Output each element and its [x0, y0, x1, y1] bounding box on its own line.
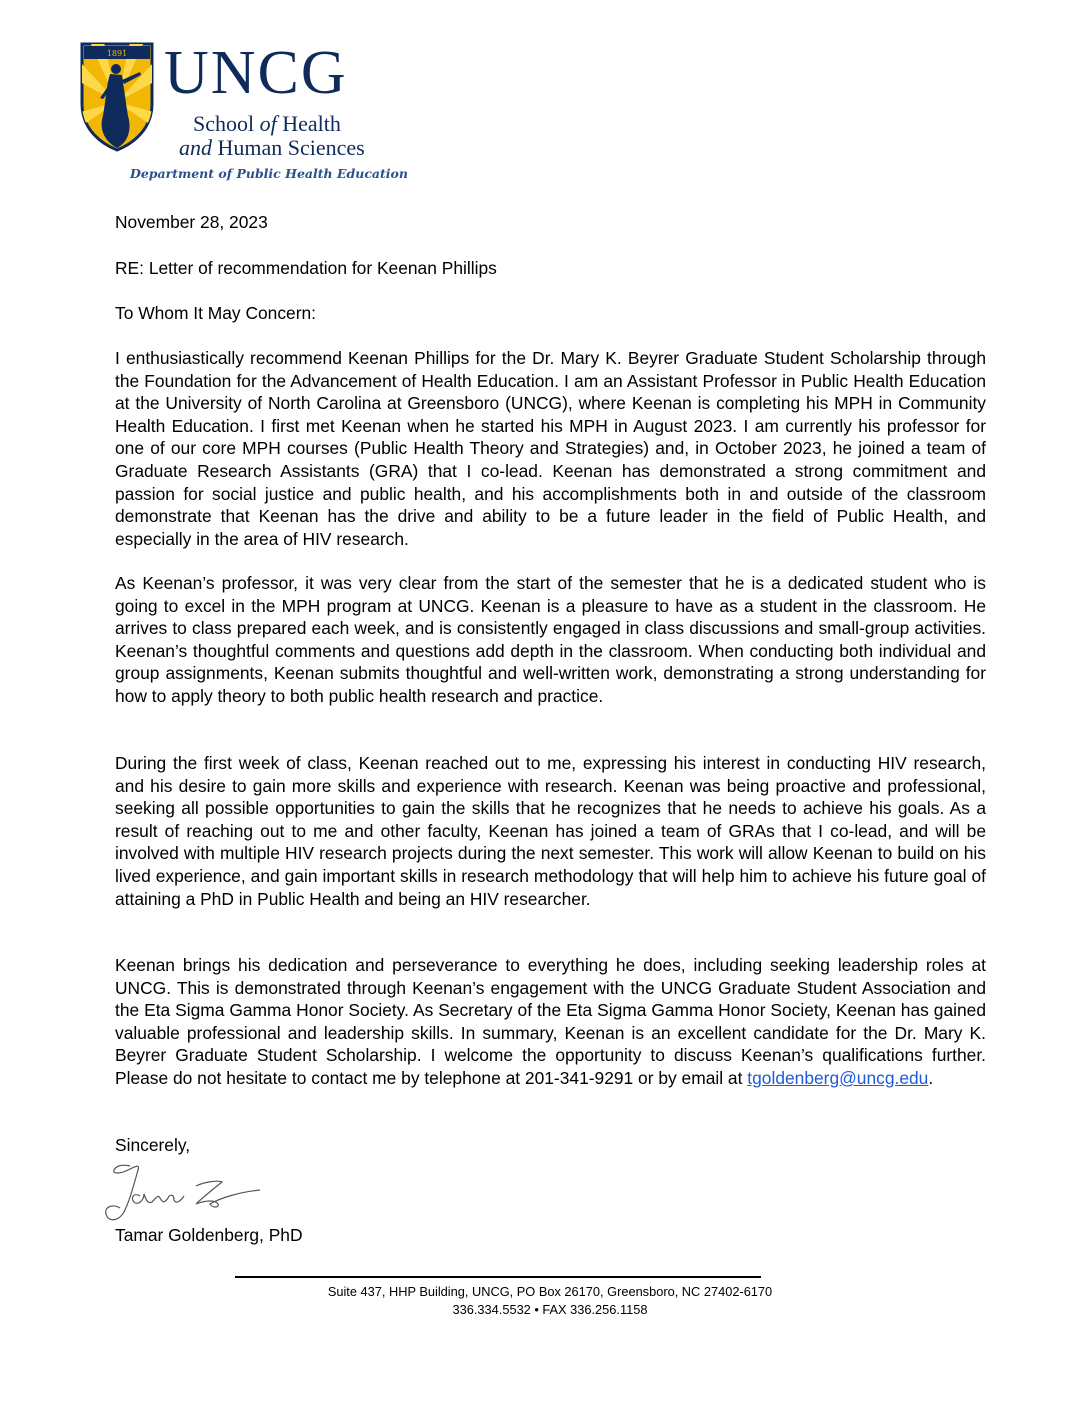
footer-fax: FAX 336.256.1158 [542, 1302, 648, 1317]
paragraph-4: Keenan brings his dedication and perseverance to everything he does, including seeking leadership roles at UNCG. This is demonstrated through Keenan’s engagement with the UNCG Graduate Student Association and the Eta Sigma Gamma Honor Society. As Secretary of the Eta Sigma Gamma Honor Society, Keenan has gained valuable professional and leadership skills. In summary, Keenan is an excellent candidate for the Dr. Mary K. Beyrer Graduate Student Scholarship. I welcome the opportunity to discuss Keenan’s qualifications further. Please do not hesitate to contact me by telephone at 201-341-9291 or by email at tgoldenberg@uncg.edu. [115, 955, 986, 1088]
paragraph-2: As Keenan’s professor, it was very clear from the start of the semester that he is a dedicated student who is going to excel in the MPH program at UNCG. Keenan is a pleasure to have as a student in the classroom. He arrives to class prepared each week, and is consistently engaged in class discussions and small-group activities. Keenan’s thoughtful comments and questions add depth in the classroom. When conducting both individual and group assignments, Keenan submits thoughtful and well-written work, demonstrating a strong understanding for how to apply theory to both public health research and practice. [115, 573, 986, 706]
subject-line: RE: Letter of recommendation for Keenan Phillips [115, 258, 497, 278]
footer-address: Suite 437, HHP Building, UNCG, PO Box 26170, Greensboro, NC 27402-6170 [327, 1284, 773, 1299]
department-name: Department of Public Health Education [130, 166, 408, 181]
letterhead [80, 40, 410, 190]
school-name-line2: and Human Sciences [179, 135, 365, 160]
footer-contact [235, 1302, 865, 1318]
signer-name: Tamar Goldenberg, PhD [115, 1225, 303, 1245]
letter-date: November 28, 2023 [115, 212, 268, 232]
uncg-wordmark: UNCG [164, 39, 348, 107]
seal-year: 1891 [106, 49, 128, 58]
uncg-shield-logo [80, 42, 154, 152]
paragraph-1: I enthusiastically recommend Keenan Phillips for the Dr. Mary K. Beyrer Graduate Student Scholarship through the Foundation for the Advancement of Health Education. I am an Assistant Professor in Public Health Education at the University of North Carolina at Greensboro (UNCG), where Keenan is completing his MPH in Community Health Education. I first met Keenan when he started his MPH in August 2023. I am currently his professor for one of our core MPH courses (Public Health Theory and Strategies) and, in October 2023, he joined a team of Graduate Research Assistants (GRA) that I co-lead. Keenan has demonstrated a strong commitment and passion for social justice and public health, and his accomplishments both in and outside of the classroom demonstrate that Keenan has the drive and ability to be a future leader in the field of Public Health, and especially in the area of HIV research. [115, 348, 986, 549]
footer-divider [235, 1276, 761, 1278]
bullet-separator: • [534, 1302, 539, 1317]
closing: Sincerely, [115, 1135, 191, 1155]
footer-phone: 336.334.5532 [452, 1302, 531, 1317]
handwritten-signature [100, 1160, 270, 1226]
paragraph-3: During the first week of class, Keenan reached out to me, expressing his interest in conducting HIV research, and his desire to gain more skills and experience with research. Keenan was being proactive and professional, seeking all possible opportunities to gain the skills that he recognizes that he needs to achieve his goals. As a result of reaching out to me and other faculty, Keenan has joined a team of GRAs that I co-lead, and will be involved with multiple HIV research projects during the next semester. This work will allow Keenan to build on his lived experience, and gain important skills in research methodology that will help him to achieve his future goal of attaining a PhD in Public Health and being an HIV researcher. [115, 753, 986, 909]
salutation: To Whom It May Concern: [115, 303, 317, 323]
school-name-line1: School of Health [193, 111, 341, 136]
email-link[interactable]: tgoldenberg@uncg.edu [747, 1067, 929, 1088]
